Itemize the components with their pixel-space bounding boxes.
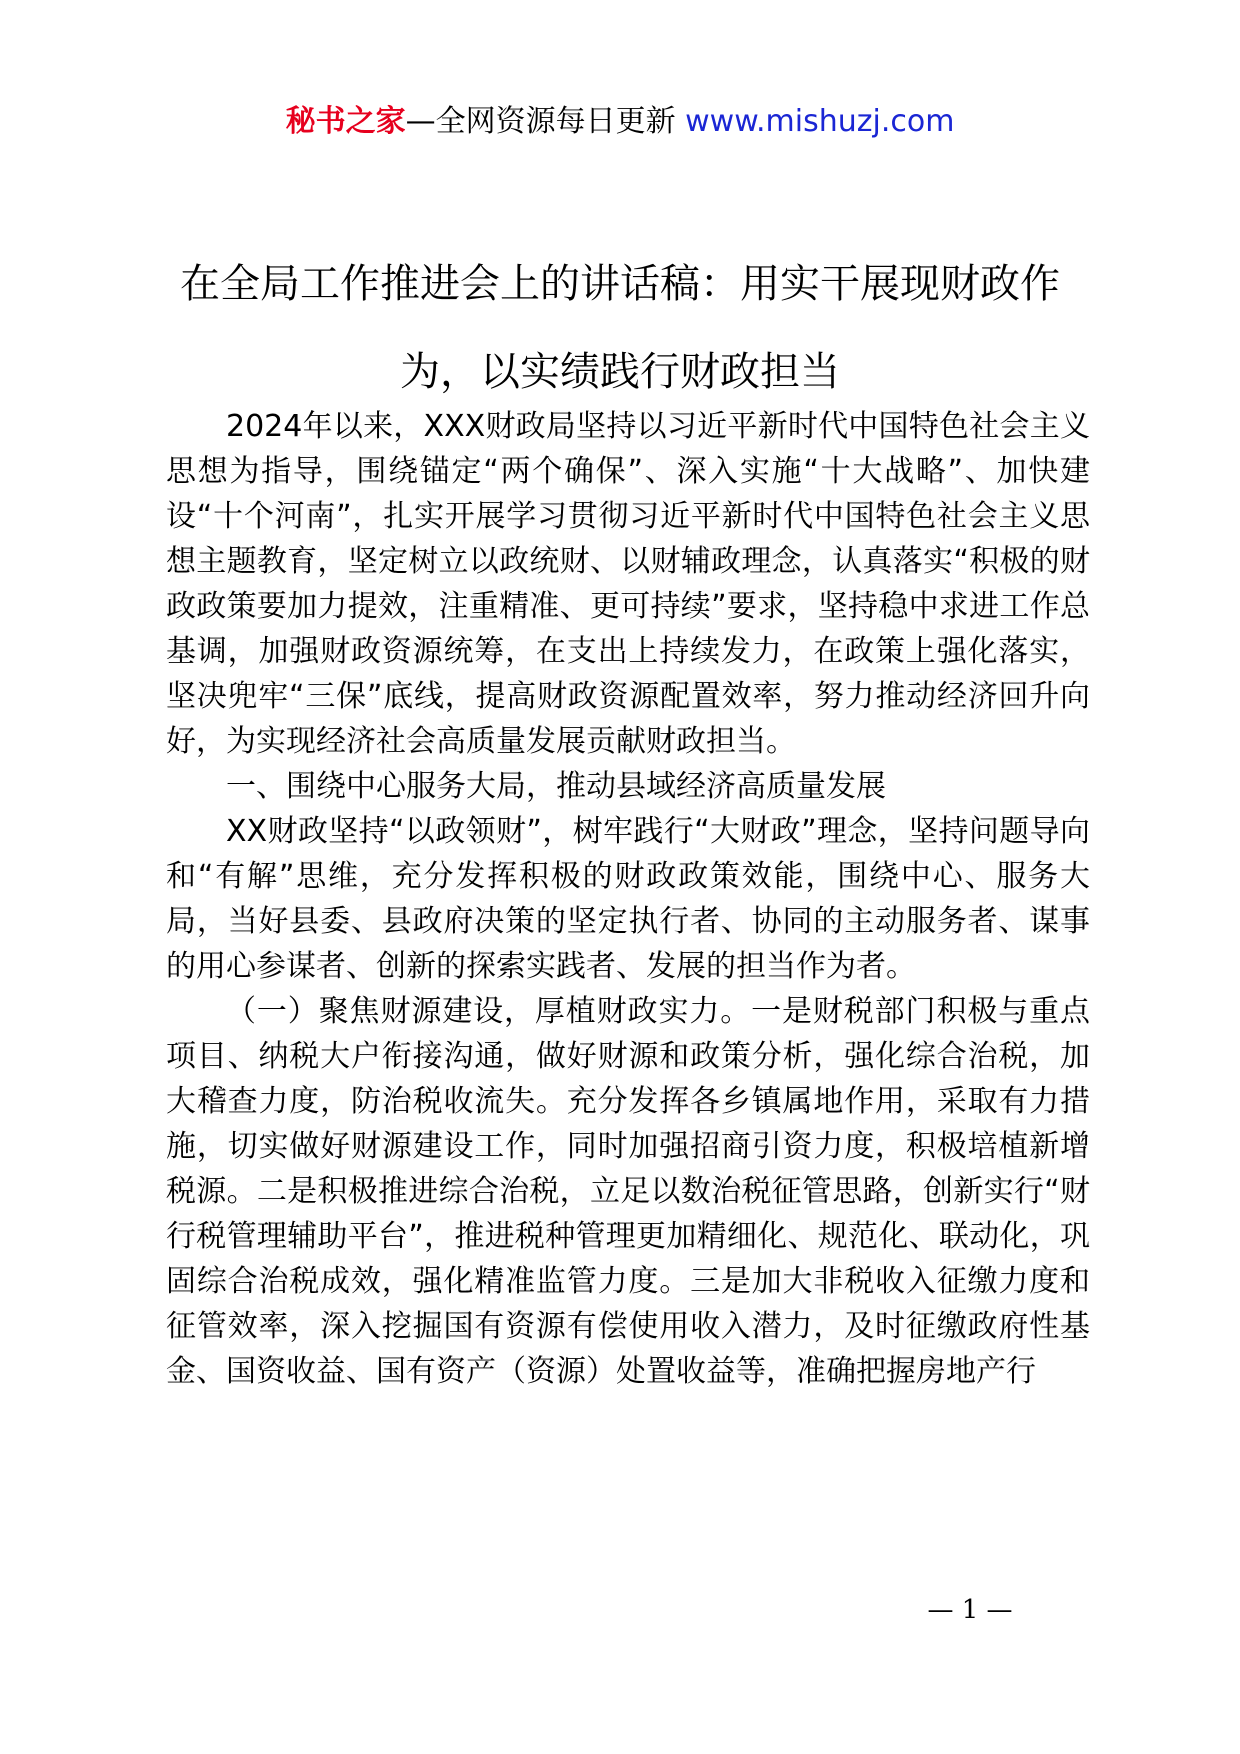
document-title: 在全局工作推进会上的讲话稿：用实干展现财政作为，以实绩践行财政担当: [180, 261, 1060, 395]
site-brand: 秘书之家: [285, 104, 406, 139]
body-paragraph-section-intro: XX财政坚持“以政领财”，树牢践行“大财政”理念，坚持问题导向和“有解”思维，充分发挥积极的财政政策效能，围绕中心、服务大局，当好县委、县政府决策的坚定执行者、协同的主动服务者、谋事的用心参谋者、创新的探索实践者、发展的担当作为者。: [166, 814, 1090, 984]
site-url-link[interactable]: www.mishuzj.com: [685, 104, 955, 139]
site-header: [0, 100, 1240, 144]
site-slogan: —全网资源每日更新: [405, 104, 686, 139]
document-body: [166, 404, 1090, 1394]
body-paragraph-subsection: （一）聚焦财源建设，厚植财政实力。一是财税部门积极与重点项目、纳税大户衔接沟通，做好财源和政策分析，强化综合治税，加大稽查力度，防治税收流失。充分发挥各乡镇属地作用，采取有力措施，切实做好财源建设工作，同时加强招商引资力度，积极培植新增税源。二是积极推进综合治税，立足以数治税征管思路，创新实行“财行税管理辅助平台”，推进税种管理更加精细化、规范化、联动化，巩固综合治税成效，强化精准监管力度。三是加大非税收入征缴力度和征管效率，深入挖掘国有资源有偿使用收入潜力，及时征缴政府性基金、国资收益、国有资产（资源）处置收益等，准确把握房地产行: [166, 994, 1090, 1389]
body-paragraph-intro: 2024年以来，XXX财政局坚持以习近平新时代中国特色社会主义思想为指导，围绕锚定“两个确保”、深入实施“十大战略”、加快建设“十个河南”，扎实开展学习贯彻习近平新时代中国特色社会主义思想主题教育，坚定树立以政统财、以财辅政理念，认真落实“积极的财政政策要加力提效，注重精准、更可持续”要求，坚持稳中求进工作总基调，加强财政资源统筹，在支出上持续发力，在政策上强化落实，坚决兜牢“三保”底线，提高财政资源配置效率，努力推动经济回升向好，为实现经济社会高质量发展贡献财政担当。: [166, 409, 1090, 759]
section-heading: 一、围绕中心服务大局，推动县域经济高质量发展: [226, 769, 886, 804]
page-number: — 1 —: [927, 1595, 1013, 1625]
